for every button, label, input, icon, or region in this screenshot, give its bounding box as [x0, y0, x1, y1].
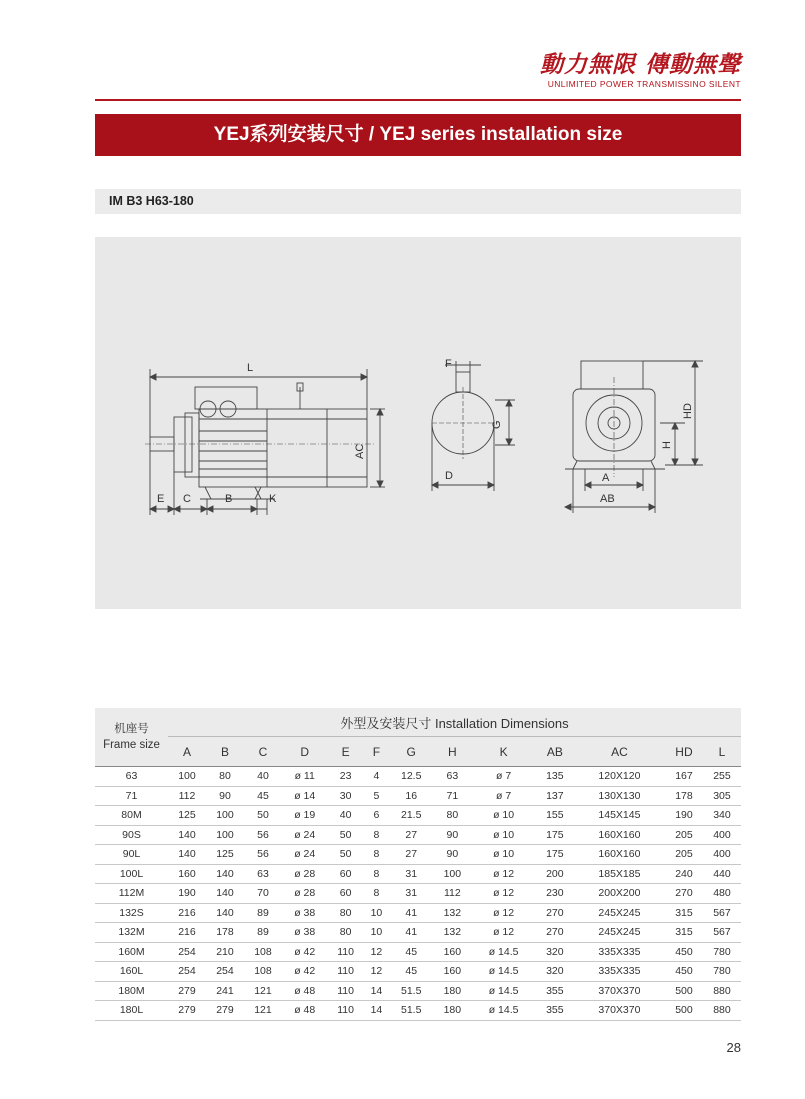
table-cell: 50: [327, 825, 363, 845]
table-cell: 27: [389, 845, 433, 865]
table-cell: 335X335: [574, 962, 665, 982]
table-cell: ø 28: [282, 884, 328, 904]
section-subtitle: IM B3 H63-180: [95, 189, 741, 214]
table-cell: 160: [433, 942, 471, 962]
table-cell: 63: [244, 864, 282, 884]
table-cell: ø 24: [282, 845, 328, 865]
label-HD: HD: [682, 403, 694, 419]
table-cell: 89: [244, 923, 282, 943]
table-cell: 175: [536, 825, 574, 845]
label-K: K: [269, 493, 277, 505]
table-cell: 240: [665, 864, 703, 884]
table-cell: 450: [665, 962, 703, 982]
table-cell: 12.5: [389, 767, 433, 787]
table-cell: 60: [327, 864, 363, 884]
table-body: [95, 767, 741, 1021]
table-cell: 254: [168, 962, 206, 982]
column-header: G: [389, 737, 433, 767]
table-cell: 120X120: [574, 767, 665, 787]
table-row: [95, 806, 741, 826]
installation-dimensions-header: 外型及安装尺寸 Installation Dimensions: [168, 708, 741, 737]
label-E: E: [157, 493, 165, 505]
table-cell: ø 14: [282, 786, 328, 806]
table-cell: 132: [433, 923, 471, 943]
table-cell: ø 42: [282, 962, 328, 982]
table-cell: 400: [703, 845, 741, 865]
brand-logo: [540, 52, 741, 89]
frame-size-cell: 132M: [95, 923, 168, 943]
table-cell: ø 48: [282, 981, 328, 1001]
table-cell: 370X370: [574, 981, 665, 1001]
frame-size-header: [95, 708, 168, 767]
table-cell: 180: [433, 981, 471, 1001]
label-B: B: [225, 493, 233, 505]
table-cell: 89: [244, 903, 282, 923]
column-header: HD: [665, 737, 703, 767]
table-row: [95, 962, 741, 982]
table-cell: 315: [665, 923, 703, 943]
table-cell: 5: [364, 786, 389, 806]
table-row: [95, 942, 741, 962]
table-cell: 70: [244, 884, 282, 904]
table-cell: 160X160: [574, 825, 665, 845]
column-header: AB: [536, 737, 574, 767]
table-cell: ø 12: [471, 864, 536, 884]
table-cell: ø 14.5: [471, 981, 536, 1001]
table-row: [95, 786, 741, 806]
table-cell: 108: [244, 962, 282, 982]
table-cell: 40: [244, 767, 282, 787]
table-cell: 110: [327, 962, 363, 982]
table-cell: 160: [433, 962, 471, 982]
table-cell: 270: [536, 923, 574, 943]
page-number: 28: [726, 1040, 741, 1055]
table-cell: 110: [327, 1001, 363, 1021]
table-cell: 10: [364, 923, 389, 943]
table-cell: 140: [206, 864, 244, 884]
table-cell: 50: [327, 845, 363, 865]
table-cell: ø 10: [471, 806, 536, 826]
table-cell: 135: [536, 767, 574, 787]
table-cell: 137: [536, 786, 574, 806]
table-cell: 190: [168, 884, 206, 904]
table-cell: 230: [536, 884, 574, 904]
table-cell: 130X130: [574, 786, 665, 806]
frame-size-cell: 90S: [95, 825, 168, 845]
table-cell: ø 10: [471, 845, 536, 865]
brand-slogan-cn: 動力無限 傳動無聲: [539, 51, 741, 78]
table-cell: 190: [665, 806, 703, 826]
table-cell: 175: [536, 845, 574, 865]
table-cell: 10: [364, 903, 389, 923]
table-cell: 41: [389, 903, 433, 923]
table-cell: 112: [433, 884, 471, 904]
table-cell: 6: [364, 806, 389, 826]
table-cell: ø 12: [471, 923, 536, 943]
table-cell: 245X245: [574, 903, 665, 923]
column-header: AC: [574, 737, 665, 767]
header-rule: [95, 99, 741, 101]
frame-size-header-en: Frame size: [103, 739, 160, 751]
table-cell: 355: [536, 1001, 574, 1021]
table-cell: 320: [536, 962, 574, 982]
table-cell: 80: [206, 767, 244, 787]
table-cell: 4: [364, 767, 389, 787]
table-cell: 121: [244, 1001, 282, 1021]
table-cell: 12: [364, 962, 389, 982]
table-cell: 279: [206, 1001, 244, 1021]
table-cell: 355: [536, 981, 574, 1001]
table-cell: 500: [665, 981, 703, 1001]
frame-size-cell: 160L: [95, 962, 168, 982]
table-cell: 567: [703, 903, 741, 923]
table-cell: 279: [168, 981, 206, 1001]
table-cell: 125: [206, 845, 244, 865]
column-header: F: [364, 737, 389, 767]
table-cell: 56: [244, 845, 282, 865]
table-cell: ø 38: [282, 923, 328, 943]
column-header: A: [168, 737, 206, 767]
table-cell: 100: [206, 806, 244, 826]
table-cell: 370X370: [574, 1001, 665, 1021]
column-header: E: [327, 737, 363, 767]
table-cell: 140: [206, 884, 244, 904]
table-cell: 51.5: [389, 981, 433, 1001]
page-title: YEJ系列安装尺寸 / YEJ series installation size: [95, 114, 741, 156]
label-AC: AC: [354, 443, 366, 459]
table-cell: 8: [364, 864, 389, 884]
table-cell: 16: [389, 786, 433, 806]
table-cell: 145X145: [574, 806, 665, 826]
column-header: K: [471, 737, 536, 767]
table-cell: 200X200: [574, 884, 665, 904]
table-cell: 31: [389, 864, 433, 884]
frame-size-cell: 90L: [95, 845, 168, 865]
table-cell: 51.5: [389, 1001, 433, 1021]
table-cell: ø 11: [282, 767, 328, 787]
table-cell: 14: [364, 981, 389, 1001]
table-cell: 450: [665, 942, 703, 962]
table-cell: 30: [327, 786, 363, 806]
table-cell: 210: [206, 942, 244, 962]
frame-size-cell: 160M: [95, 942, 168, 962]
table-cell: 80: [327, 903, 363, 923]
table-cell: ø 19: [282, 806, 328, 826]
table-cell: 305: [703, 786, 741, 806]
table-cell: 121: [244, 981, 282, 1001]
table-cell: 254: [206, 962, 244, 982]
table-cell: 780: [703, 962, 741, 982]
label-H: H: [661, 441, 673, 449]
table-cell: 279: [168, 1001, 206, 1021]
table-cell: 400: [703, 825, 741, 845]
label-C: C: [183, 493, 191, 505]
table-cell: 160: [168, 864, 206, 884]
table-cell: 31: [389, 884, 433, 904]
table-cell: 155: [536, 806, 574, 826]
table-cell: 178: [665, 786, 703, 806]
table-cell: 335X335: [574, 942, 665, 962]
table-cell: 185X185: [574, 864, 665, 884]
table-cell: 71: [433, 786, 471, 806]
table-cell: 50: [244, 806, 282, 826]
table-cell: 880: [703, 981, 741, 1001]
column-header: C: [244, 737, 282, 767]
table-cell: ø 7: [471, 786, 536, 806]
table-cell: 80: [433, 806, 471, 826]
column-header: H: [433, 737, 471, 767]
table-cell: 8: [364, 845, 389, 865]
front-view: [565, 361, 703, 513]
column-header-row: [95, 737, 741, 767]
table-cell: ø 12: [471, 884, 536, 904]
label-G: G: [491, 420, 503, 429]
table-cell: 63: [433, 767, 471, 787]
table-cell: ø 38: [282, 903, 328, 923]
table-cell: ø 14.5: [471, 942, 536, 962]
side-view: [145, 369, 385, 515]
frame-size-cell: 180M: [95, 981, 168, 1001]
table-row: [95, 845, 741, 865]
table-cell: ø 48: [282, 1001, 328, 1021]
table-cell: ø 28: [282, 864, 328, 884]
table-row: [95, 1001, 741, 1021]
table-cell: ø 24: [282, 825, 328, 845]
table-cell: ø 42: [282, 942, 328, 962]
label-AB: AB: [600, 493, 615, 505]
table-cell: 21.5: [389, 806, 433, 826]
table-cell: 315: [665, 903, 703, 923]
frame-size-header-cn: 机座号: [114, 723, 149, 735]
motor-dimension-drawing: [95, 237, 741, 609]
table-cell: 780: [703, 942, 741, 962]
table-cell: 90: [206, 786, 244, 806]
table-cell: ø 14.5: [471, 962, 536, 982]
table-row: [95, 884, 741, 904]
table-cell: 90: [433, 825, 471, 845]
table-cell: 340: [703, 806, 741, 826]
frame-size-cell: 71: [95, 786, 168, 806]
table-cell: 167: [665, 767, 703, 787]
table-cell: ø 14.5: [471, 1001, 536, 1021]
frame-size-cell: 180L: [95, 1001, 168, 1021]
table-cell: 45: [389, 942, 433, 962]
table-cell: 254: [168, 942, 206, 962]
table-cell: 100: [168, 767, 206, 787]
table-cell: 567: [703, 923, 741, 943]
frame-size-cell: 112M: [95, 884, 168, 904]
label-L: L: [247, 362, 254, 374]
table-cell: 12: [364, 942, 389, 962]
table-cell: 480: [703, 884, 741, 904]
frame-size-cell: 63: [95, 767, 168, 787]
table-cell: 270: [665, 884, 703, 904]
table-cell: 112: [168, 786, 206, 806]
table-row: [95, 864, 741, 884]
table-cell: 140: [206, 903, 244, 923]
table-cell: 45: [244, 786, 282, 806]
table-cell: ø 12: [471, 903, 536, 923]
table-cell: 140: [168, 825, 206, 845]
table-cell: 245X245: [574, 923, 665, 943]
table-cell: 56: [244, 825, 282, 845]
column-header: B: [206, 737, 244, 767]
table-cell: 205: [665, 845, 703, 865]
table-cell: 110: [327, 942, 363, 962]
table-cell: 216: [168, 923, 206, 943]
table-cell: 108: [244, 942, 282, 962]
table-cell: 216: [168, 903, 206, 923]
table-cell: 8: [364, 825, 389, 845]
table-cell: 125: [168, 806, 206, 826]
dimension-table: [95, 708, 741, 1021]
table-cell: 180: [433, 1001, 471, 1021]
table-cell: 140: [168, 845, 206, 865]
table-cell: 500: [665, 1001, 703, 1021]
table-cell: 132: [433, 903, 471, 923]
table-cell: 100: [206, 825, 244, 845]
frame-size-cell: 132S: [95, 903, 168, 923]
table-cell: 23: [327, 767, 363, 787]
label-D: D: [445, 470, 453, 482]
table-cell: 880: [703, 1001, 741, 1021]
table-cell: 40: [327, 806, 363, 826]
table-cell: 90: [433, 845, 471, 865]
table-row: [95, 903, 741, 923]
label-F: F: [445, 358, 452, 370]
table-cell: 270: [536, 903, 574, 923]
table-cell: 80: [327, 923, 363, 943]
table-cell: 241: [206, 981, 244, 1001]
table-cell: 160X160: [574, 845, 665, 865]
brand-slogan-en: UNLIMITED POWER TRANSMISSINO SILENT: [547, 79, 741, 89]
column-header: D: [282, 737, 328, 767]
table-row: [95, 923, 741, 943]
table-cell: 45: [389, 962, 433, 982]
table-row: [95, 981, 741, 1001]
table-cell: ø 10: [471, 825, 536, 845]
frame-size-cell: 100L: [95, 864, 168, 884]
table-row: [95, 825, 741, 845]
column-header: L: [703, 737, 741, 767]
label-A: A: [602, 472, 610, 484]
table-cell: 41: [389, 923, 433, 943]
table-cell: 255: [703, 767, 741, 787]
table-cell: 320: [536, 942, 574, 962]
table-row: [95, 767, 741, 787]
table-cell: 205: [665, 825, 703, 845]
table-cell: ø 7: [471, 767, 536, 787]
table-cell: 60: [327, 884, 363, 904]
table-cell: 178: [206, 923, 244, 943]
table-cell: 440: [703, 864, 741, 884]
table-cell: 27: [389, 825, 433, 845]
table-cell: 100: [433, 864, 471, 884]
frame-size-cell: 80M: [95, 806, 168, 826]
table-cell: 200: [536, 864, 574, 884]
motor-drawing-svg: [95, 237, 741, 609]
table-cell: 8: [364, 884, 389, 904]
table-cell: 14: [364, 1001, 389, 1021]
table-cell: 110: [327, 981, 363, 1001]
